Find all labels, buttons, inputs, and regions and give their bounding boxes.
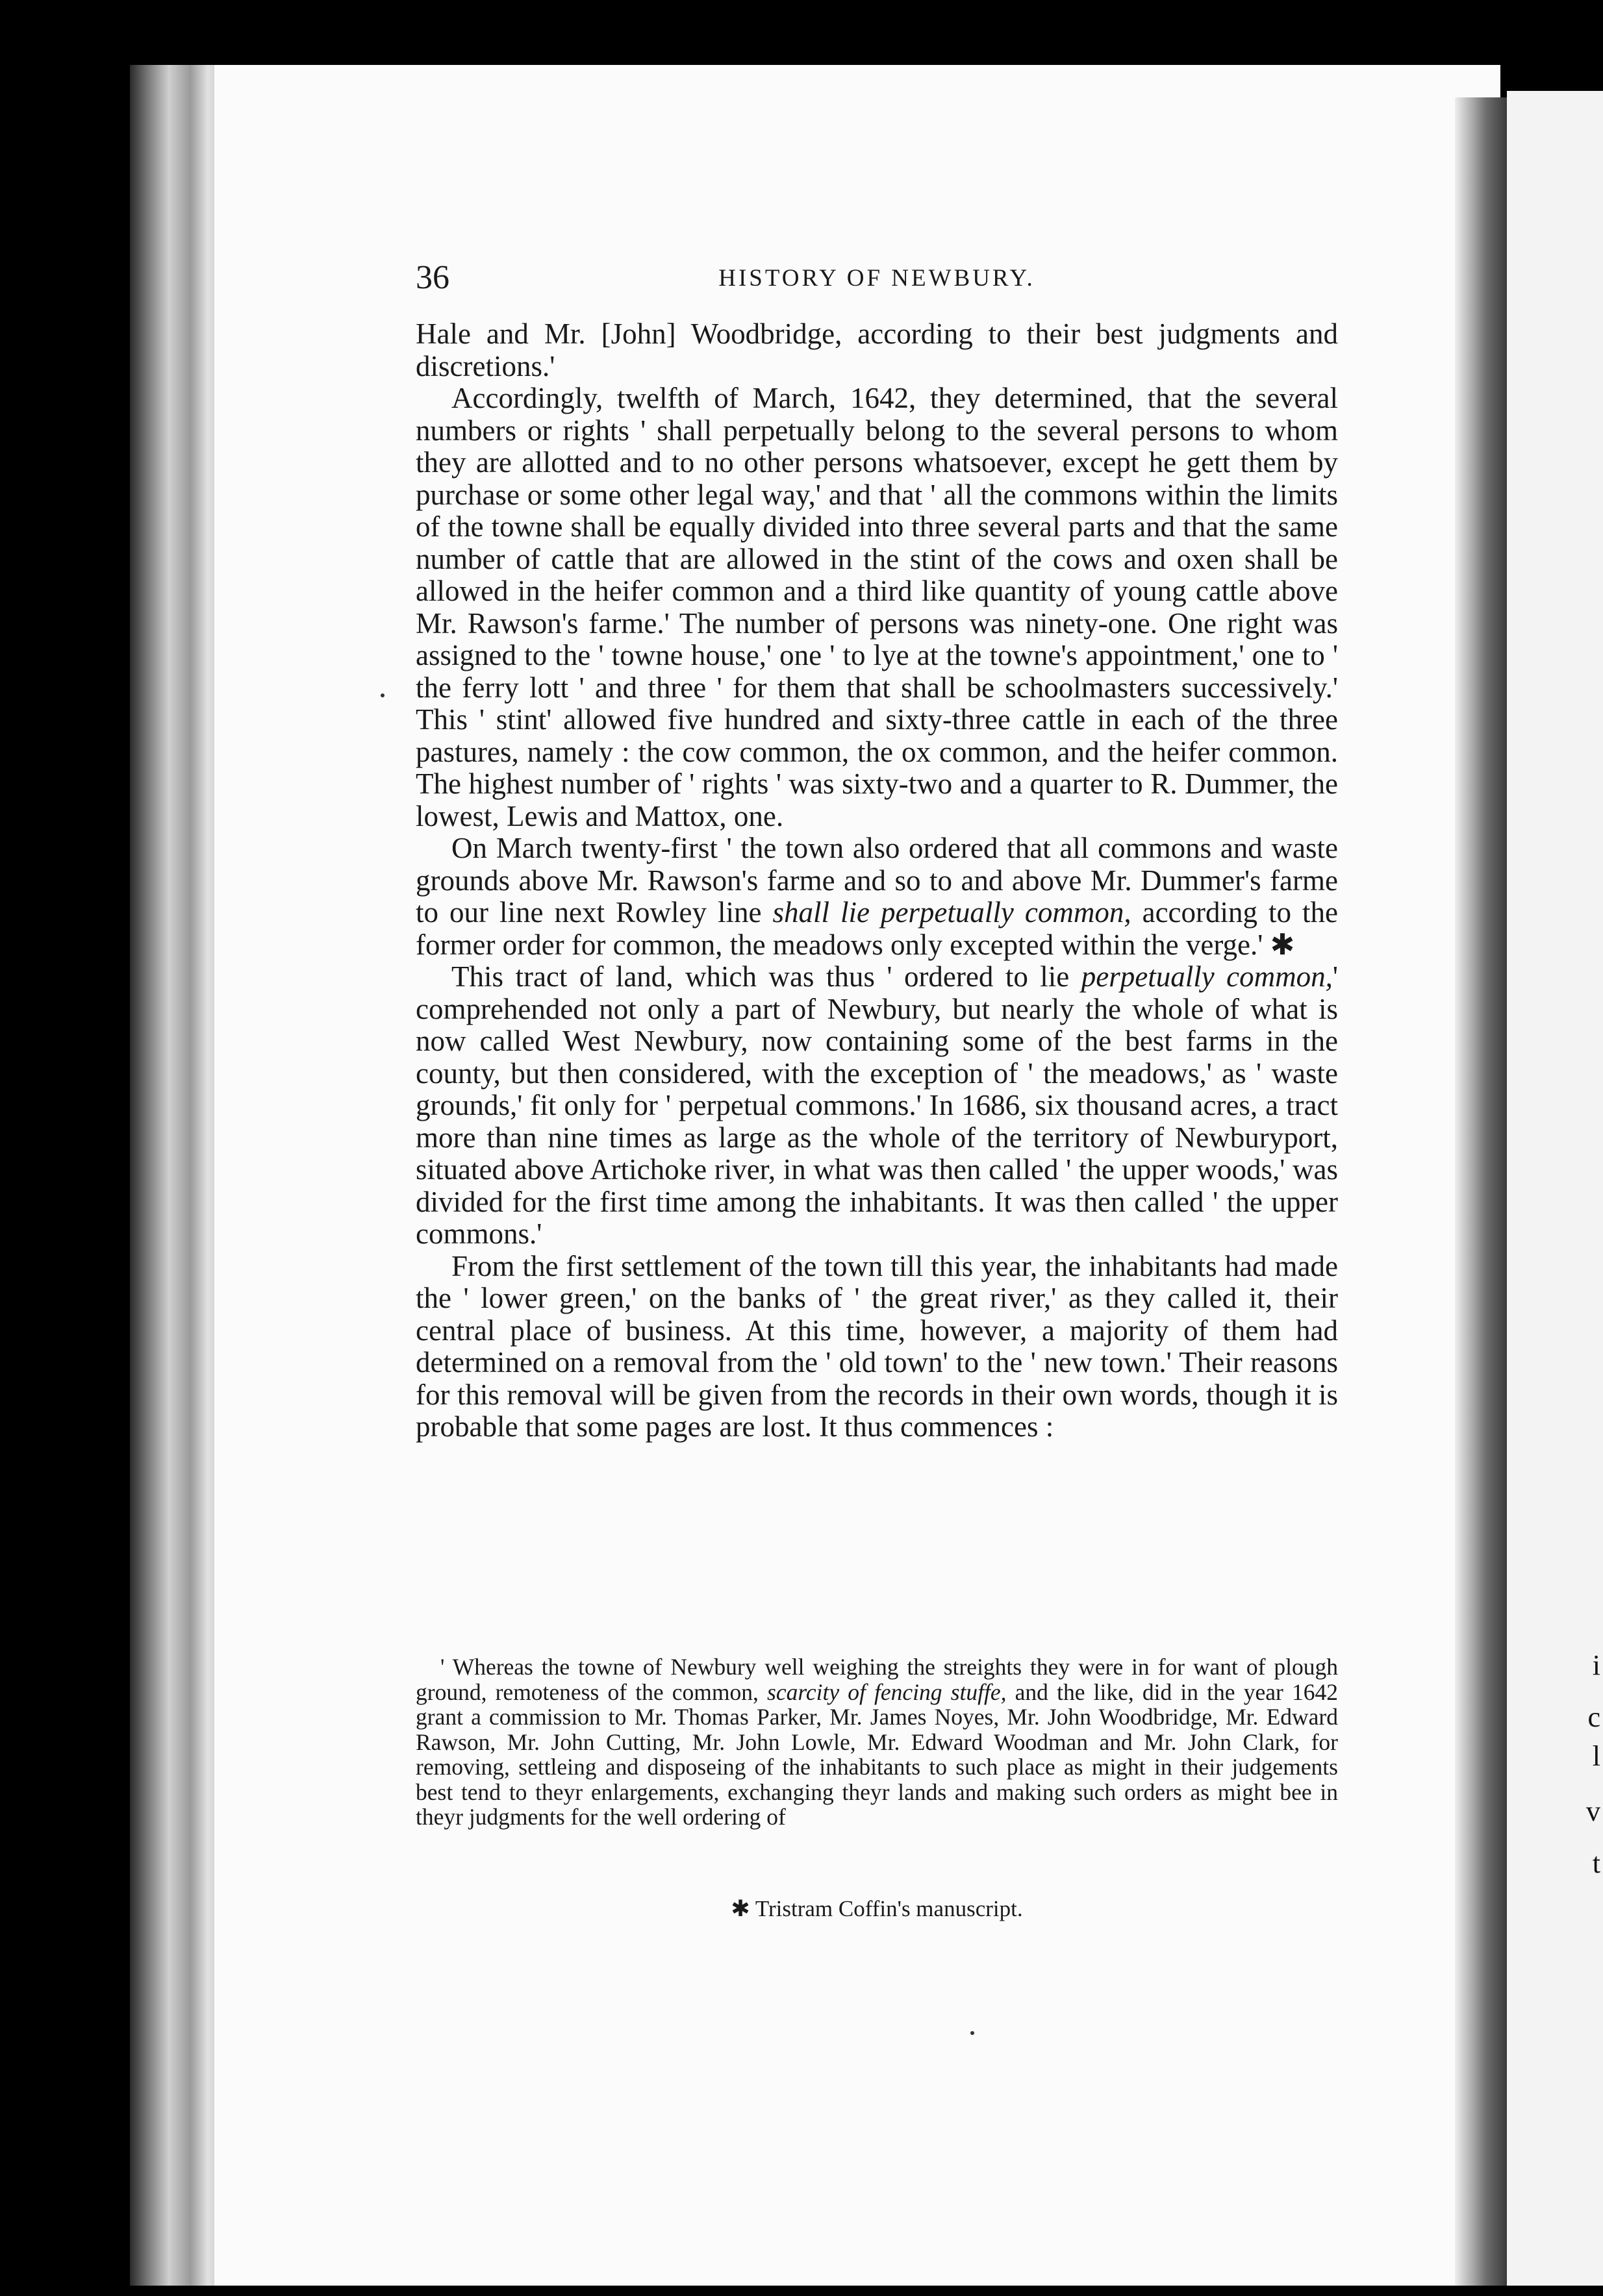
paragraph-text: On March twenty-first ' the town also ordered that all commons and waste grounds above Mr. Rawson's farme and so to and above Mr. Dummer's farme to our line next Rowley line bbox=[416, 832, 1338, 929]
italic-text: perpetually common, bbox=[1081, 960, 1333, 993]
facing-page-fragment: i bbox=[1592, 1649, 1600, 1681]
paragraph: From the first settlement of the town till this year, the inhabitants had made the ' lower green,' on the banks of ' the great river,' as they called it, their central place of business. At this time, however, a majority of them had determined on a removal from the ' old town' to the ' new town.' Their reasons for this removal will be given from the records in their own words, though it is probable that some pages are lost. It thus commences : bbox=[416, 1249, 1338, 1443]
facing-page-fragment: c bbox=[1587, 1701, 1600, 1733]
facing-page-fragment: t bbox=[1592, 1847, 1600, 1879]
running-head bbox=[416, 258, 1338, 297]
running-title: HISTORY OF NEWBURY. bbox=[718, 265, 1035, 292]
paragraph-text: ' comprehended not only a part of Newbury, but nearly the whole of what is now called West Newbury, now containing some of the best farms in the county, but then considered, with the exception of ' the meadows,' as ' waste grounds,' fit only for ' perpetual commons.' In 1686, six thousand acres, a tract more than nine times as large as the whole of the territory of Newburyport, situated above Artichoke river, in what was then called ' the upper woods,' was divided for the first time among the inhabitants. It was then called ' the upper commons.' bbox=[416, 960, 1338, 1250]
book-edge bbox=[130, 65, 227, 2286]
extract-paragraph bbox=[416, 1654, 1338, 1830]
scan-speck bbox=[381, 693, 385, 697]
page-number: 36 bbox=[416, 259, 449, 296]
extract-text: and the like, did in the year 1642 grant a commission to Mr. Thomas Parker, Mr. James Noyes, Mr. John Woodbridge, Mr. Edward Rawson, Mr. John Cutting, Mr. John Lowle, Mr. Edward Woodman and Mr. John Clark, for removing, settleing and disposeing of the inhabitants to such place as might in their judgements best tend to theyr enlargements, exchanging theyr lands and making such orders as might bee in theyr judgments for the well ordering of bbox=[416, 1678, 1338, 1830]
italic-text: scarcity of fencing stuffe, bbox=[767, 1678, 1007, 1705]
paragraph bbox=[416, 832, 1338, 961]
footnote: ✱ Tristram Coffin's manuscript. bbox=[731, 1896, 1023, 1921]
body-text bbox=[416, 318, 1338, 1443]
facing-page-fragment: l bbox=[1592, 1740, 1600, 1772]
paragraph bbox=[416, 961, 1338, 1251]
facing-page-fragment: v bbox=[1586, 1795, 1600, 1827]
scan-speck bbox=[970, 2031, 974, 2035]
gutter-shadow bbox=[1455, 97, 1507, 2286]
italic-text: shall lie perpetually common, bbox=[772, 896, 1131, 929]
record-extract bbox=[416, 1654, 1338, 1830]
paragraph: Hale and Mr. [John] Woodbridge, according to their best judgments and discretions.' bbox=[416, 318, 1338, 382]
paragraph-text: according to the former order for common, the meadows only excepted within the verge.' ✱ bbox=[416, 896, 1339, 961]
extract-text: ' Whereas the towne of Newbury well weighing the streights they were in for want of plough ground, remoteness of the common, bbox=[416, 1654, 1338, 1705]
facing-page bbox=[1507, 91, 1603, 2286]
paragraph: Accordingly, twelfth of March, 1642, they determined, that the several numbers or rights ' shall perpetually belong to the several persons to whom they are allotted and to no other persons whatsoever, except he gett them by purchase or some other legal way,' and that ' all the commons within the limits of the towne shall be equally divided into three several parts and that the same number of cattle that are allowed in the stint of the cows and oxen shall be allowed in the heifer common and a third like quantity of young cattle above Mr. Rawson's farme.' The number of persons was ninety-one. One right was assigned to the ' towne house,' one ' to lye at the towne's appointment,' one to ' the ferry lott ' and three ' for them that shall be schoolmasters successively.' This ' stint' allowed five hundred and sixty-three cattle in each of the three pastures, namely : the cow common, the ox common, and the heifer common. The highest number of ' rights ' was sixty-two and a quarter to R. Dummer, the lowest, Lewis and Mattox, one. bbox=[416, 382, 1338, 832]
paragraph-text: This tract of land, which was thus ' ordered to lie bbox=[451, 960, 1081, 993]
